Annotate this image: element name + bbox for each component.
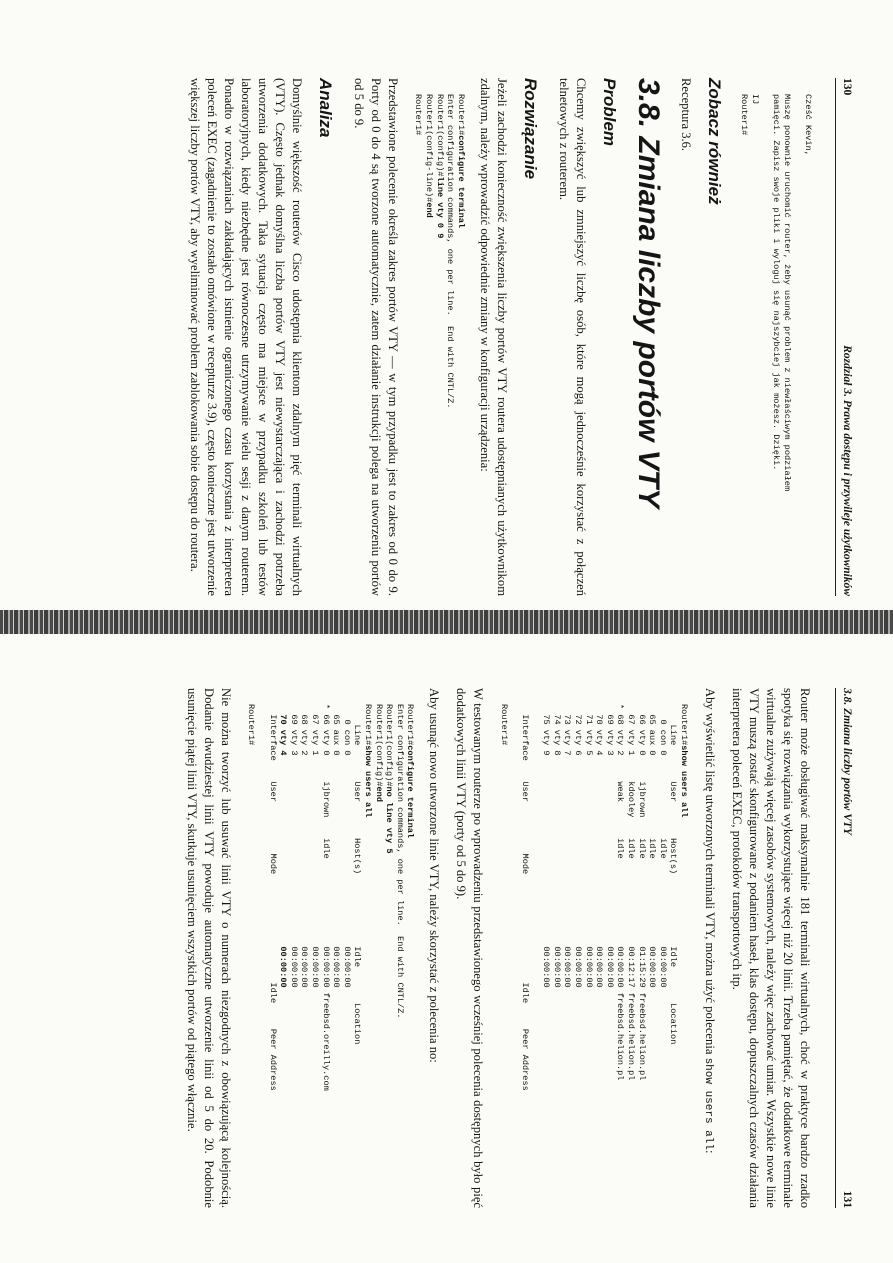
- code-prompt: Router1#: [405, 704, 416, 746]
- solution-heading: Rozwiązanie: [520, 78, 540, 180]
- show-intro-after: :: [703, 1149, 717, 1154]
- book-gutter: [0, 610, 893, 634]
- running-header: Rozdział 3. Prawa dostępu i przywileje użytkowników: [841, 345, 853, 596]
- solution-text: Jeżeli zachodzi konieczność zwiększenia liczby portów VTY routera udostępnianych użytkownikom zdalnym, należy wprowadzić odpowiednie zmiany w konfiguracji urządzenia:: [477, 78, 509, 596]
- code-prompt: Router1#: [679, 704, 689, 746]
- show-users-code-block: [498, 704, 689, 1208]
- code-output-bold: 70 vty 4 00:00:00: [278, 704, 289, 988]
- code-command: no line vty 5: [384, 786, 395, 854]
- analysis-heading: Analiza: [315, 78, 335, 138]
- code-prompt: Router1(config-line)#: [424, 94, 435, 203]
- page-131: [0, 642, 893, 1232]
- code-output: Enter configuration commands, one per line. End with CNTL/Z.: [394, 704, 405, 1019]
- see-also-text: Receptura 3.6.: [678, 78, 693, 152]
- solution-explanation: Przedstawione polecenie określa zakres portów VTY — w tym przypadku jest to zakres od 0 do 9. Porty od 0 do 4 są tworzone automatycznie, zatem działanie instrukcji polega na utworzeniu portów od 5 do 9.: [351, 78, 400, 596]
- page-header: [835, 78, 855, 596]
- code-prompt: Router1#: [455, 94, 466, 136]
- problem-text: Chcemy zwiększyć lub zmniejszyć liczbę osób, które mogą jednocześnie korzystać z połączeń telnetowych z routerem.: [556, 78, 588, 596]
- config-code-block: [413, 94, 466, 596]
- page-header: [835, 688, 855, 1208]
- code-prompt: Router1#: [413, 94, 424, 136]
- code-command: configure terminal: [455, 135, 466, 229]
- intro-text: Router może obsługiwać maksymalnie 181 terminali wirtualnych, choć w praktyce bardzo rzadko spotyka się rozwiązania wykorzystujące więcej niż 20 linii. Trzeba pamiętać, że dodatkowe terminale wirtualne zużywają więcej zasobów systemowych, należy więc zachować umiar. Wszystkie nowe linie VTY muszą zostać skonfigurowane z podaniem haseł, klas dostępu, dopuszczalnych czasów działania interpretera poleceń EXEC, protokołów transportowych itp.: [730, 688, 812, 1208]
- show-users-intro: [699, 688, 718, 1208]
- code-prompt: Router1(config)#: [373, 704, 384, 787]
- code-command: show users all: [679, 745, 689, 818]
- code-command: line vty 0 9: [434, 176, 445, 239]
- analysis-text: Domyślnie większość routerów Cisco udostępnia klientom zdalnym pięć terminali wirtualnych (VTY). Często jednak domyślna liczba portów VTY jest niewystarczająca i zachodzi potrzeba utworzenia dodatkowych. Taka sytuacja często ma miejsce w przypadku szkoleń lub testów laboratoryjnych, kiedy niezbędne jest równoczesne utrzymywanie wielu sesji z danym routerem. Ponadto w rozwiązaniach zakładających istnienie ograniczonego czasu korzystania z interpretera poleceń EXEC (zagadnienie to zostało omówione w recepturze 3.9), często konieczne jest utworzenie większej liczby portów VTY, aby wyeliminować problem zablokowania sobie dostępu do routera.: [187, 78, 304, 596]
- running-header: 3.8. Zmiana liczby portów VTY: [841, 688, 853, 835]
- code-command: end: [373, 786, 384, 802]
- code-command: end: [424, 202, 435, 218]
- no-line-code-block: [246, 704, 416, 1208]
- page-number: 131: [841, 1190, 853, 1208]
- final-text: Nie można tworzyć lub usuwać linii VTY o numerach niezgodnych z obowiązującą kolejnością. Dodanie dwudziestej linii VTY powoduje automatyczne utworzenie linii od 5 do 20. Podobnie usunięcie piątej linii VTY, skutkuje usunięciem wszystkich portów od piątego włącznie.: [184, 688, 233, 1208]
- see-also-heading: Zobacz również: [704, 78, 724, 205]
- code-prompt: Router1#: [362, 704, 373, 746]
- after-text: W testowanym routerze po wprowadzeniu przedstawionego wcześniej polecenia dostępnych było pięć dodatkowych linii VTY (porty od 5 do 9).: [454, 688, 486, 1208]
- code-output: Enter configuration commands, one per line. End with CNTL/Z.: [445, 94, 456, 409]
- code-output: Line User Host(s) Idle Location 0 con 0 00:00:00 65 aux 0 00:00:00 * 66 vty 0 ijbrown idle 00:00:00 freebsd.oreilly.com 67 vty 1 00:00:00 68 vty 2 00:00:00 69 vty 3 00:00:00: [288, 704, 363, 1091]
- code-command: show users all: [362, 745, 373, 818]
- code-output: Interface User Mode Idle Peer Address Router1#: [246, 704, 278, 1091]
- problem-heading: Problem: [599, 78, 619, 147]
- letter-code-block: Cześć Kevin, Muszę ponownie uruchomić router, żeby usunąć problem z niewłaściwym podziałem pamięci. Zapisz swoje pliki i wyloguj się najszybciej jak możesz. Dzięki. IJ Router1#: [739, 94, 813, 492]
- code-output: Line User Host(s) Idle Location 0 con 0 idle 00:00:00 65 aux 0 idle 00:00:00 66 vty 0 ijbrown idle 01:15:29 freebsd.helion.pl 67 vty 1 kdooley idle 00:12:17 freebsd.helion.pl * 68 vty 2 weak idle 00:00:00 freebsd.helion.pl 69 vty 3 00:00:00 70 vty 4 00:00:00 71 vty 5 00:00:00 72 vty 6 00:00:00 73 vty 7 00:00:00 74 vty 8 00:00:00 75 vty 9 00:00:00 Interface User Mode Idle Peer Address Router1#: [498, 704, 679, 1091]
- recipe-title: 3.8. Zmiana liczby portów VTY: [631, 78, 665, 509]
- code-prompt: Router1(config)#: [384, 704, 395, 787]
- remove-text: Aby usunąć nowo utworzone linie VTY, należy skorzystać z polecenia no:: [427, 688, 442, 1063]
- inline-command: show users all: [702, 1057, 714, 1150]
- show-intro-before: Aby wyświetlić listę utworzonych terminali VTY, można użyć polecenia: [703, 688, 717, 1058]
- page-130: [0, 20, 893, 620]
- code-prompt: Router1(config)#: [434, 94, 445, 177]
- page-number: 130: [841, 78, 853, 96]
- code-command: configure terminal: [405, 745, 416, 839]
